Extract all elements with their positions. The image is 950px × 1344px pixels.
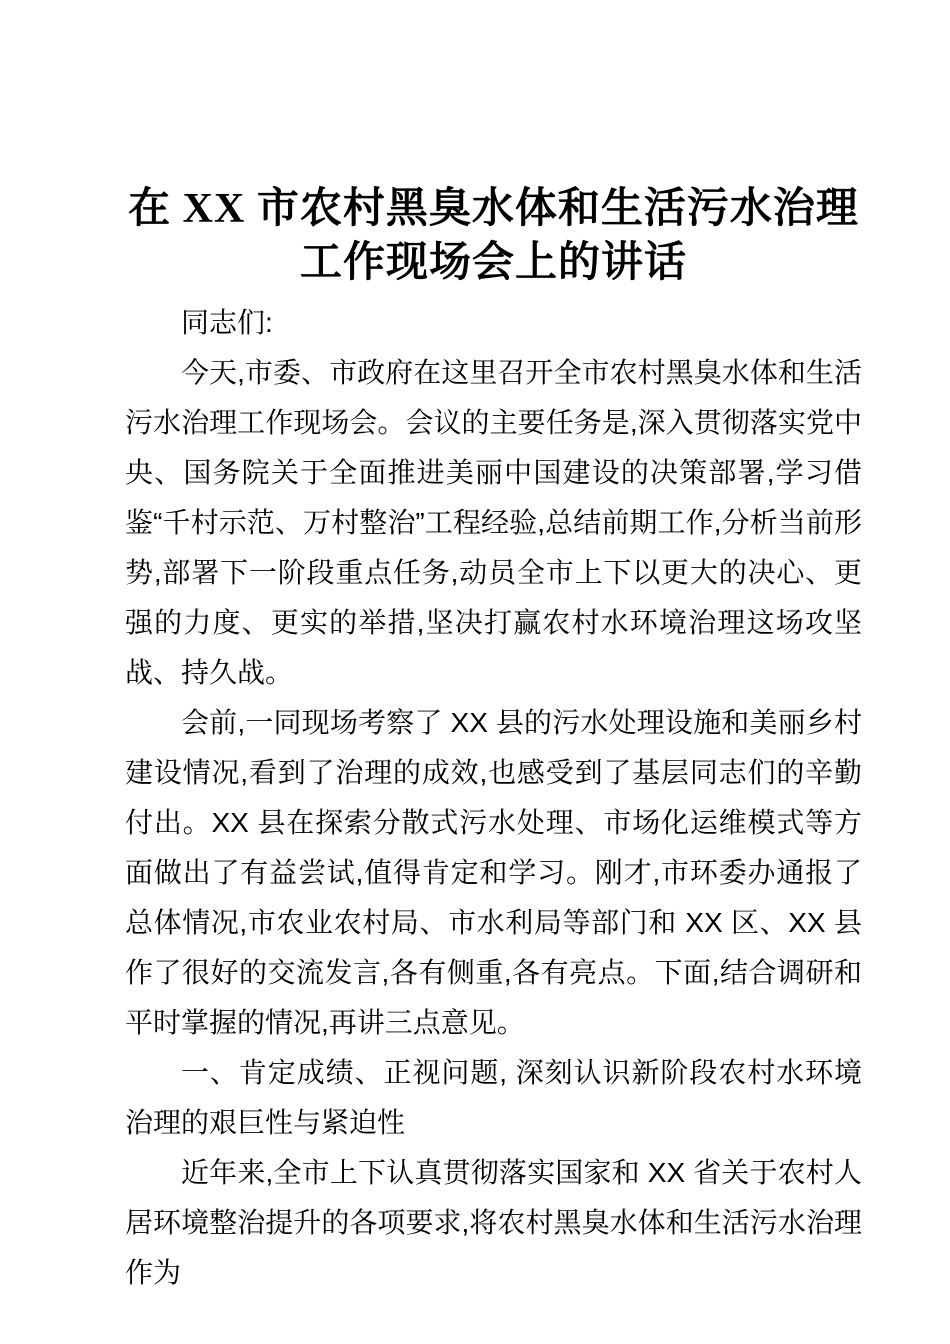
document-title-line-1: 在 XX 市农村黑臭水体和生活污水治理: [128, 186, 859, 232]
document-body: [125, 298, 862, 1298]
paragraph-1: 今天,市委、市政府在这里召开全市农村黑臭水体和生活污水治理工作现场会。会议的主要任务是,深入贯彻落实党中央、国务院关于全面推进美丽中国建设的决策部署,学习借鉴“千村示范、万村整治”工程经验,总结前期工作,分析当前形势,部署下一阶段重点任务,动员全市上下以更大的决心、更强的力度、更实的举措,坚决打赢农村水环境治理这场攻坚战、持久战。: [125, 357, 862, 688]
paragraph-3: 近年来,全市上下认真贯彻落实国家和 XX 省关于农村人居环境整治提升的各项要求,将农村黑臭水体和生活污水治理作为: [125, 1157, 862, 1288]
paragraph-2: 会前,一同现场考察了 XX 县的污水处理设施和美丽乡村建设情况,看到了治理的成效,也感受到了基层同志们的辛勤付出。XX 县在探索分散式污水处理、市场化运维模式等方面做出了有益尝试,值得肯定和学习。刚才,市环委办通报了总体情况,市农业农村局、市水利局等部门和 XX 区、XX 县作了很好的交流发言,各有侧重,各有亮点。下面,结合调研和平时掌握的情况,再讲三点意见。: [125, 707, 862, 1038]
document-title: [125, 182, 862, 290]
salutation: 同志们:: [181, 307, 273, 338]
document-title-line-2: 工作现场会上的讲话: [299, 240, 687, 286]
section-heading-1: 一、肯定成绩、正视问题, 深刻认识新阶段农村水环境治理的艰巨性与紧迫性: [125, 1057, 862, 1138]
